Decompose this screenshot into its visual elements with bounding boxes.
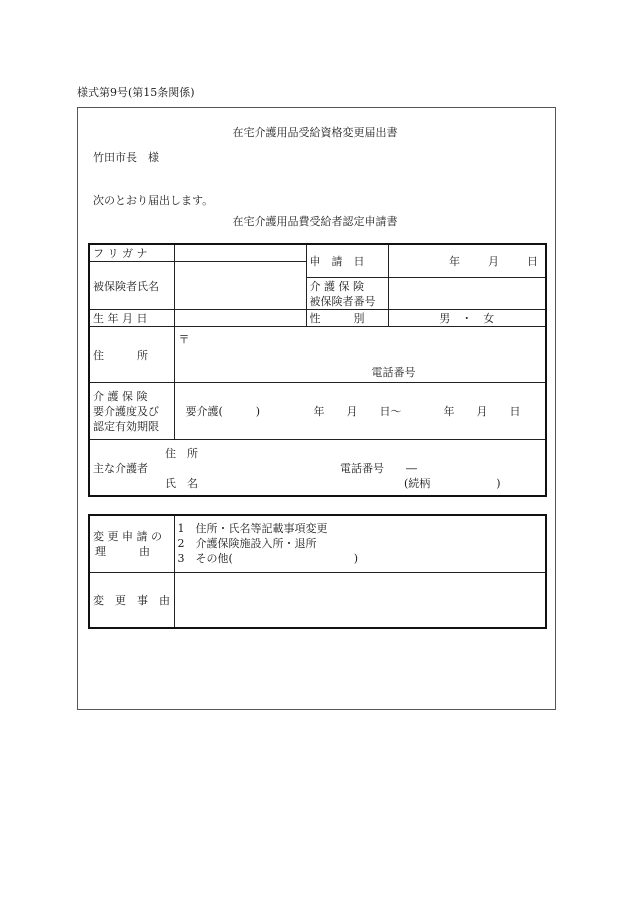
insurance-number-label: 介 護 保 険 被保険者番号 <box>306 278 388 310</box>
addressee: 竹田市長 様 <box>93 151 159 164</box>
applicant-table <box>88 243 547 497</box>
year-label: 年 <box>449 255 460 268</box>
caregiver-phone-label: 電話番号 ― <box>340 462 417 475</box>
form-number: 様式第9号(第15条関係) <box>77 86 195 99</box>
application-date-label: 申 請 日 <box>306 244 388 278</box>
caregiver-label: 主な介護者 <box>93 462 148 475</box>
gender-field[interactable]: 男 ・ 女 <box>388 310 546 327</box>
care-level-field[interactable] <box>174 383 546 440</box>
change-table <box>88 514 547 629</box>
birth-date-label: 生 年 月 日 <box>89 310 174 327</box>
address-label: 住 所 <box>89 327 174 383</box>
form-subtitle: 在宅介護用品費受給者認定申請書 <box>232 215 398 228</box>
birth-date-field[interactable] <box>174 310 306 327</box>
care-level-label: 介 護 保 険 要介護度及び 認定有効期限 <box>89 383 174 440</box>
intro-text: 次のとおり届出します。 <box>93 194 214 207</box>
furigana-field[interactable] <box>174 244 306 262</box>
reason-option-1[interactable]: 1 住所・氏名等記載事項変更 <box>177 522 328 536</box>
caregiver-row[interactable] <box>89 440 546 496</box>
change-details-label: 変 更 事 由 <box>89 572 174 628</box>
period-to: 年 月 日 <box>443 405 521 418</box>
relationship-label: (続柄 ) <box>404 477 501 490</box>
address-field[interactable] <box>174 327 546 383</box>
reason-options[interactable] <box>174 515 546 572</box>
application-date-field[interactable] <box>388 244 546 278</box>
postal-mark: 〒 <box>178 333 190 346</box>
month-label: 月 <box>488 255 499 268</box>
insured-name-field[interactable] <box>174 262 306 310</box>
reason-label: 変 更 申 請 の 理 由 <box>89 515 174 572</box>
gender-label: 性 別 <box>306 310 388 327</box>
caregiver-name-label: 氏 名 <box>165 477 198 490</box>
form-title: 在宅介護用品受給資格変更届出書 <box>232 126 398 139</box>
reason-option-2[interactable]: 2 介護保険施設入所・退所 <box>177 537 317 551</box>
furigana-label: フ リ ガ ナ <box>89 244 174 262</box>
day-label: 日 <box>527 255 538 268</box>
phone-label: 電話番号 <box>371 366 416 379</box>
change-details-field[interactable] <box>174 572 546 628</box>
period-from: 年 月 日〜 <box>313 405 402 418</box>
caregiver-address-label: 住 所 <box>165 447 198 460</box>
care-level-value: 要介護( ) <box>185 405 261 418</box>
insurance-number-field[interactable] <box>388 278 546 310</box>
reason-option-3[interactable]: 3 その他( ) <box>177 552 359 566</box>
insured-name-label: 被保険者氏名 <box>89 262 174 310</box>
